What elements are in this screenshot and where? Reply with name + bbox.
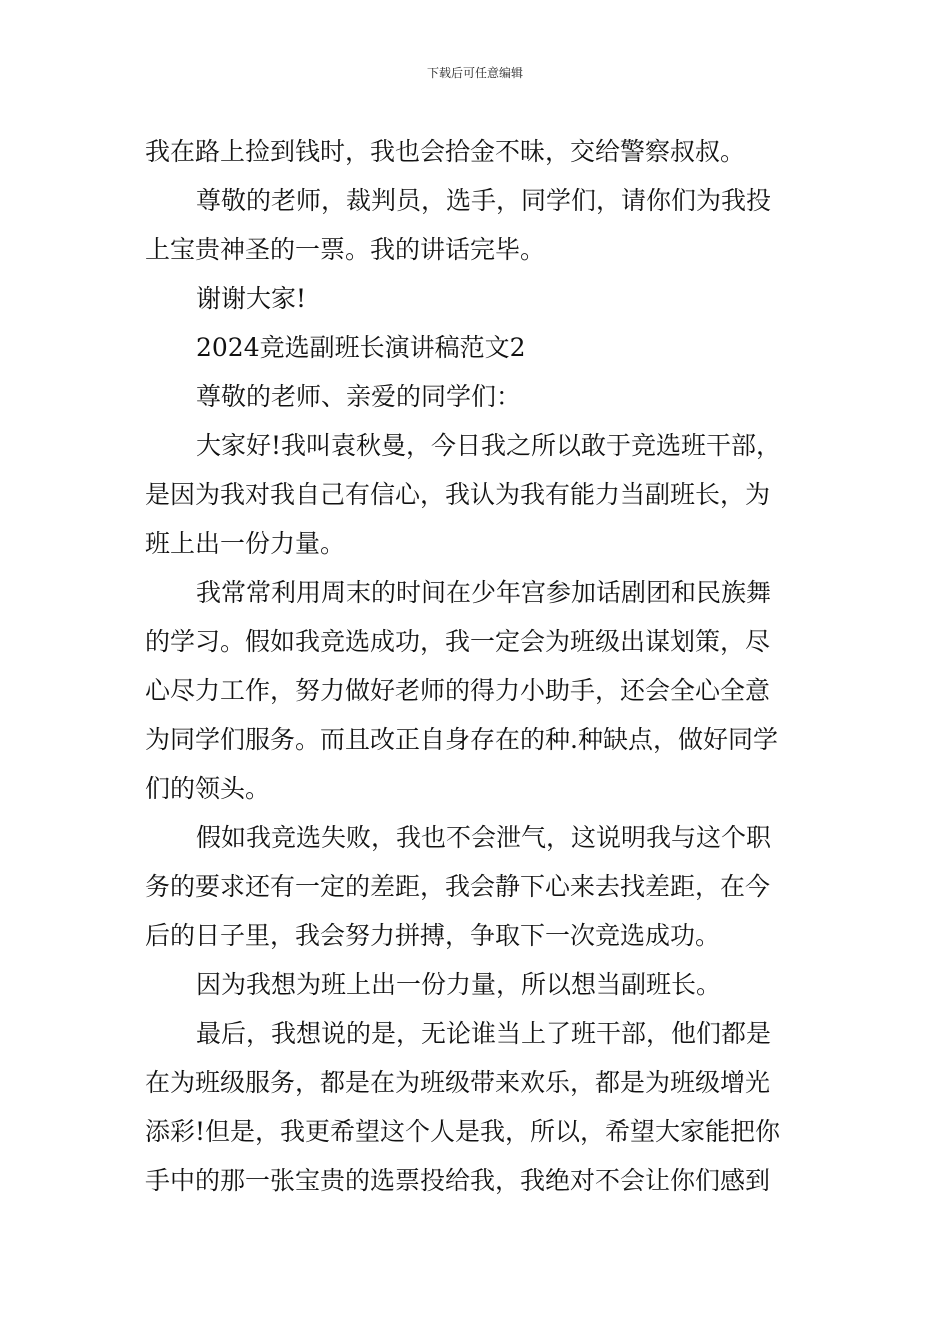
text-line: 后的日子里，我会努力拼搏，争取下一次竞选成功。 — [145, 921, 721, 950]
text-line: 假如我竞选失败，我也不会泄气，这说明我与这个职 — [196, 823, 772, 852]
text-line: 尊敬的老师，裁判员，选手，同学们，请你们为我投 — [196, 186, 772, 215]
text-line: 最后，我想说的是，无论谁当上了班干部，他们都是 — [196, 1019, 772, 1048]
salutation: 尊敬的老师、亲爱的同学们： — [196, 382, 522, 411]
text-line: 为同学们服务。而且改正自身存在的种.种缺点，做好同学 — [145, 725, 778, 754]
text-line: 们的领头。 — [145, 774, 271, 803]
text-line: 我常常利用周末的时间在少年宫参加话剧团和民族舞 — [196, 578, 772, 607]
text-line: 在为班级服务，都是在为班级带来欢乐，都是为班级增光 — [145, 1068, 771, 1097]
text-line: 添彩!但是，我更希望这个人是我，所以，希望大家能把你 — [145, 1117, 781, 1146]
text-line: 班上出一份力量。 — [145, 529, 346, 558]
text-line: 的学习。假如我竞选成功，我一定会为班级出谋划策，尽 — [145, 627, 771, 656]
text-line: 手中的那一张宝贵的选票投给我，我绝对不会让你们感到 — [145, 1166, 771, 1195]
text-line: 谢谢大家! — [196, 284, 307, 313]
text-line: 务的要求还有一定的差距，我会静下心来去找差距，在今 — [145, 872, 771, 901]
document-body — [145, 127, 807, 1205]
section-title: 2024竞选副班长演讲稿范文2 — [196, 333, 526, 362]
page-header: 下载后可任意编辑 — [426, 66, 523, 80]
text-line: 上宝贵神圣的一票。我的讲话完毕。 — [145, 235, 546, 264]
text-line: 大家好!我叫袁秋曼，今日我之所以敢于竞选班干部， — [196, 431, 782, 460]
text-line: 是因为我对我自己有信心，我认为我有能力当副班长，为 — [145, 480, 771, 509]
text-line: 因为我想为班上出一份力量，所以想当副班长。 — [196, 970, 722, 999]
text-line: 心尽力工作，努力做好老师的得力小助手，还会全心全意 — [145, 676, 771, 705]
text-line: 我在路上捡到钱时，我也会拾金不昧，交给警察叔叔。 — [145, 137, 746, 166]
